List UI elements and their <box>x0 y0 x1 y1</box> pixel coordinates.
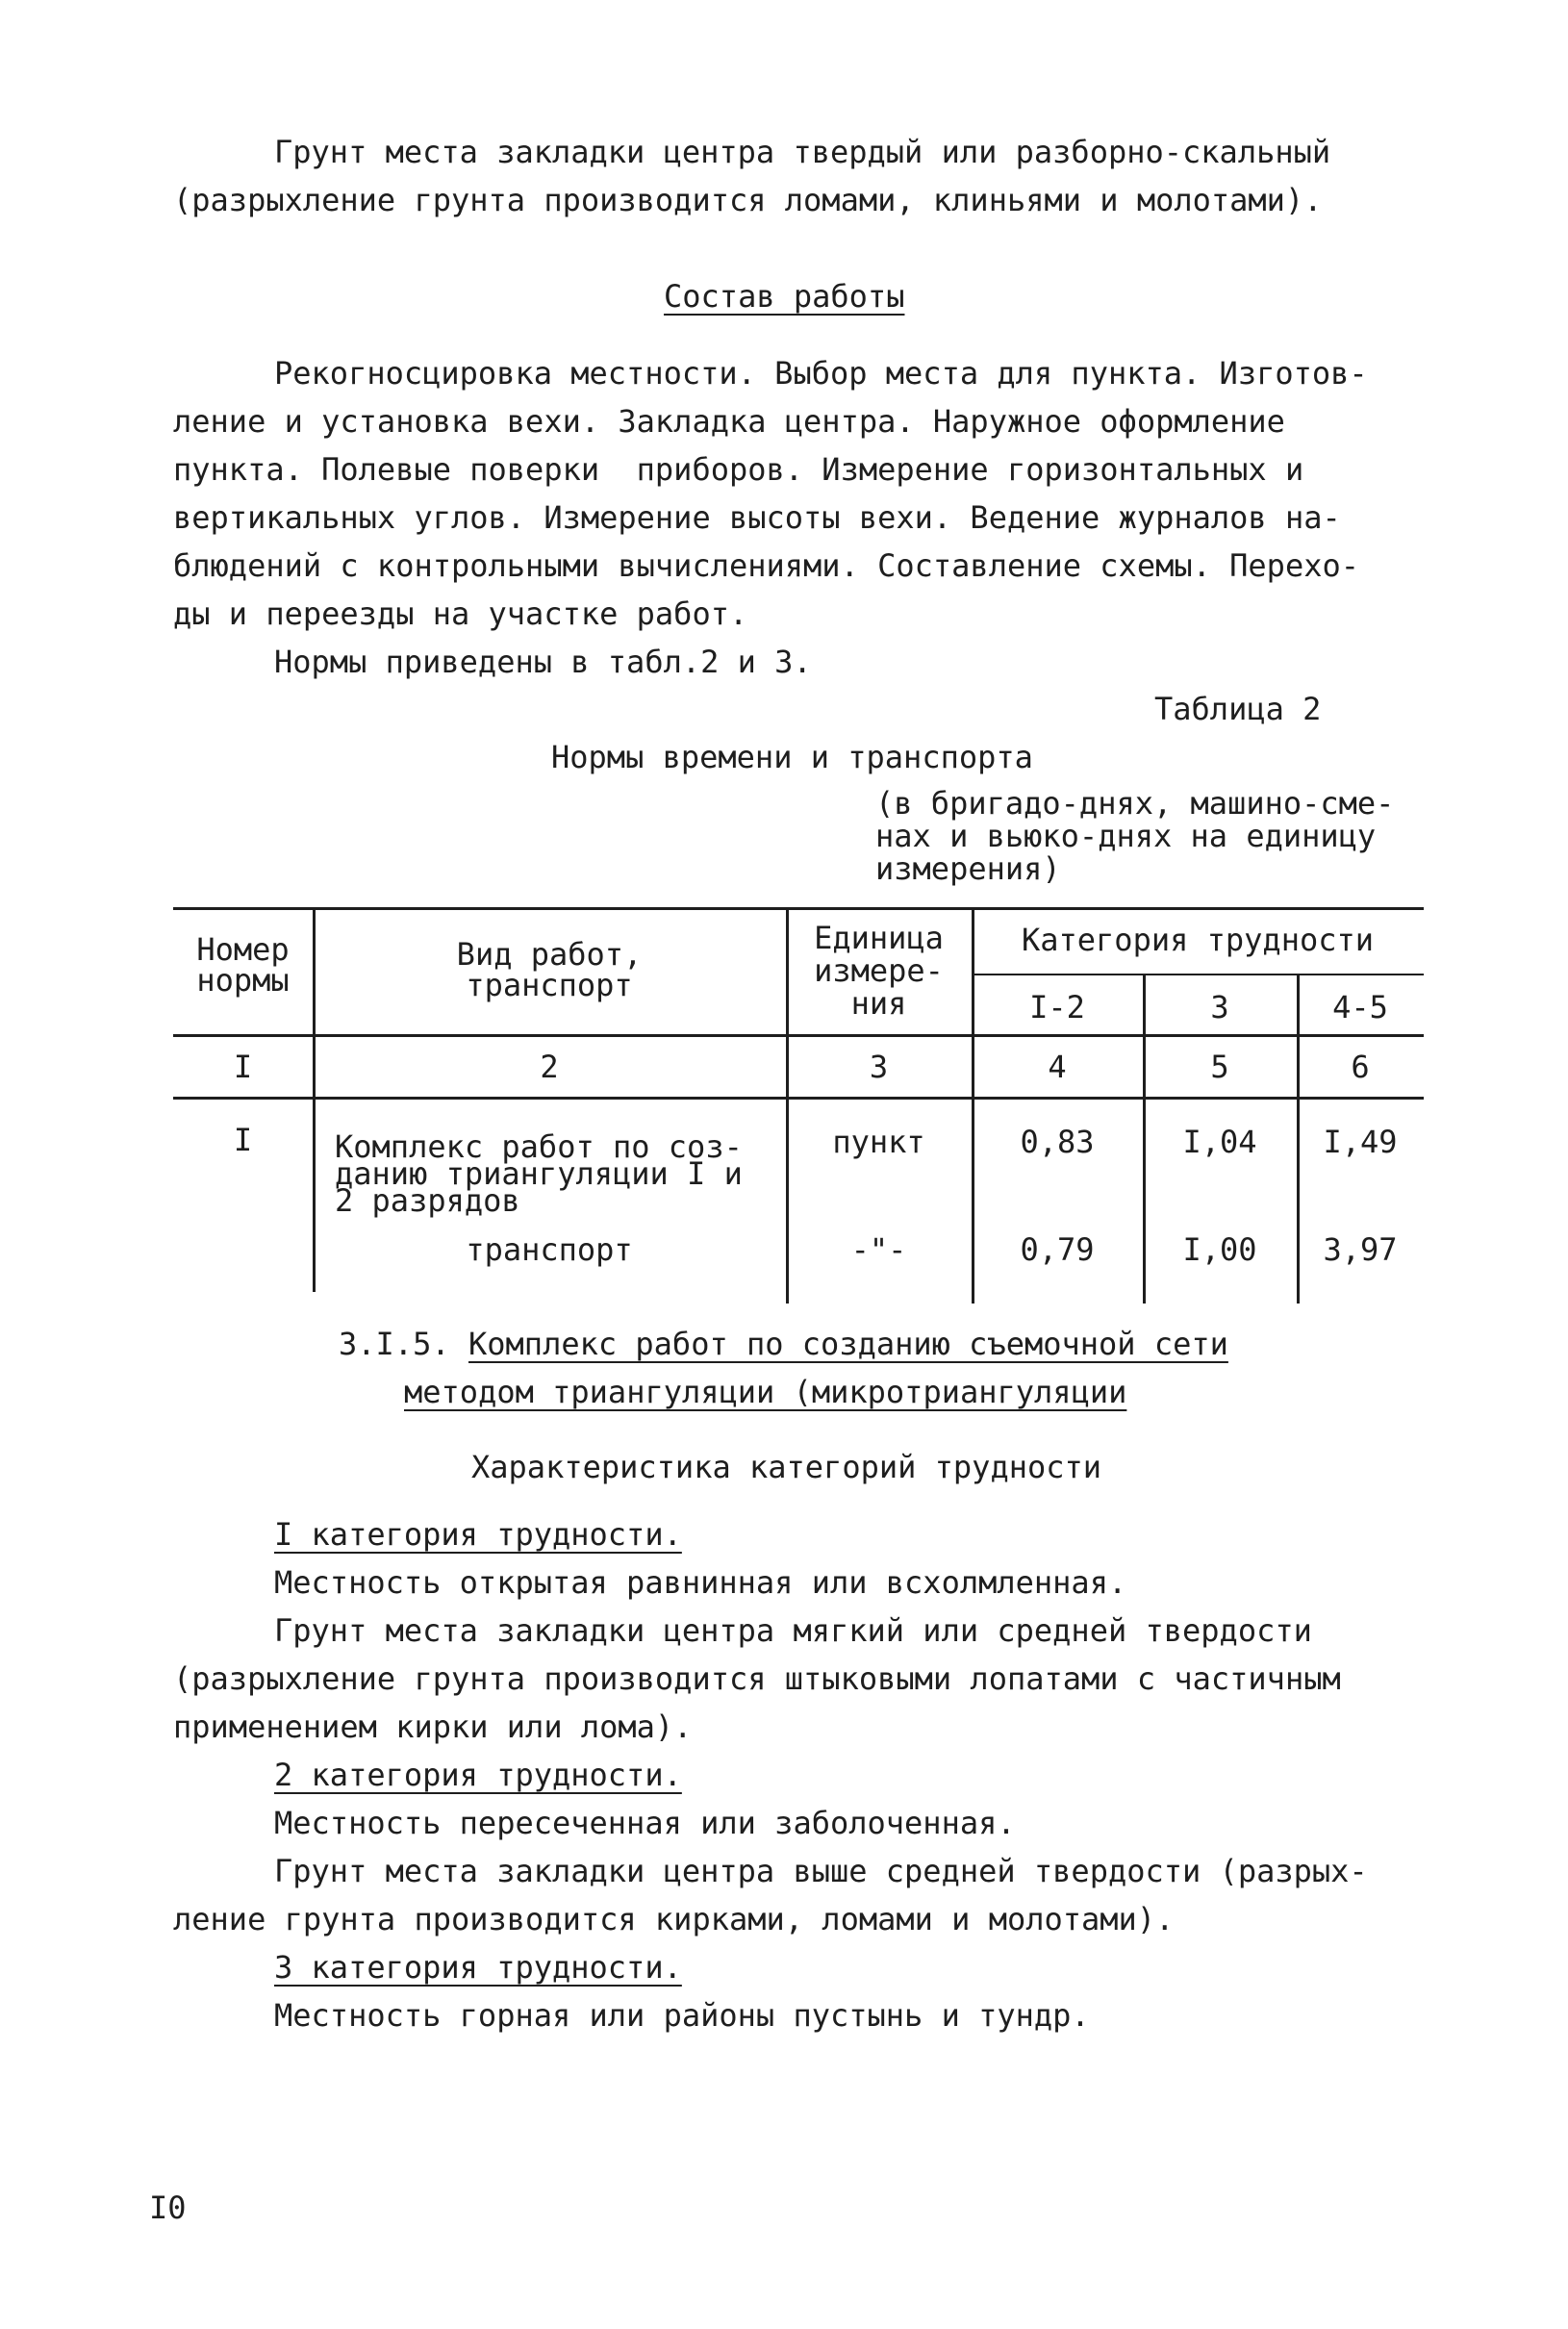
intro-line-2: (разрыхление грунта производится ломами, клиньями и молотами). <box>173 182 1323 218</box>
table-row-value: I,04 <box>1182 1124 1257 1160</box>
section-subheading: Характеристика категорий трудности <box>471 1449 1102 1485</box>
composition-line: пункта. Полевые поверки приборов. Измерение горизонтальных и <box>173 451 1304 488</box>
header-unit: измере- <box>814 952 944 989</box>
table-row-work: транспорт <box>466 1231 633 1268</box>
page-number: I0 <box>149 2190 187 2226</box>
section-number: 3.I.5. <box>339 1326 450 1362</box>
category-line: Грунт места закладки центра выше средней твердости (разрых- <box>274 1853 1368 1889</box>
composition-line: блюдений с контрольными вычислениями. Составление схемы. Перехо- <box>173 547 1359 584</box>
composition-line: ды и переезды на участке работ. <box>173 595 748 632</box>
table-title: Нормы времени и транспорта <box>551 739 1033 775</box>
table-row-work: 2 разрядов <box>335 1182 520 1219</box>
category-line: (разрыхление грунта производится штыковыми лопатами с частичным <box>173 1660 1341 1697</box>
col-number: 6 <box>1351 1049 1370 1085</box>
header-cat-col: I-2 <box>1029 989 1085 1025</box>
category-line: Местность открытая равнинная или всхолмленная. <box>274 1564 1127 1601</box>
table-row-value: I,00 <box>1182 1231 1257 1268</box>
header-unit: Единица <box>814 920 944 956</box>
category-title: I категория трудности. <box>274 1516 682 1553</box>
category-line: Местность горная или районы пустынь и тундр. <box>274 1997 1090 2034</box>
col-number: 2 <box>540 1049 559 1085</box>
table-row-unit: -"- <box>850 1231 907 1268</box>
norms-table <box>173 904 1424 1299</box>
table-label: Таблица 2 <box>1154 691 1322 727</box>
header-category: Категория трудности <box>1021 922 1375 958</box>
header-cat-col: 4-5 <box>1332 989 1388 1025</box>
table-row-value: 3,97 <box>1323 1231 1398 1268</box>
norms-reference: Нормы приведены в табл.2 и 3. <box>274 644 812 680</box>
category-title: 3 категория трудности. <box>274 1949 682 1986</box>
table-row-work: данию триангуляции I и <box>335 1155 743 1192</box>
table-row-work: Комплекс работ по соз- <box>335 1128 743 1165</box>
col-number: 4 <box>1048 1049 1067 1085</box>
table-row-value: I,49 <box>1323 1124 1398 1160</box>
category-line: применением кирки или лома). <box>173 1709 693 1745</box>
col-number: I <box>233 1049 253 1085</box>
category-line: Грунт места закладки центра мягкий или средней твердости <box>274 1612 1312 1649</box>
table-row-value: 0,83 <box>1020 1124 1095 1160</box>
composition-line: Рекогносцировка местности. Выбор места для пункта. Изготов- <box>274 355 1368 392</box>
category-line: ление грунта производится кирками, ломами и молотами). <box>173 1901 1175 1937</box>
header-work-type: транспорт <box>466 967 633 1003</box>
units-note-line: измерения) <box>875 850 1061 887</box>
section-title-line-2: методом триангуляции (микротриангуляции <box>404 1374 1127 1410</box>
table-row-unit: пункт <box>832 1124 925 1160</box>
section-title-line-1: Комплекс работ по созданию съемочной сети <box>468 1326 1228 1362</box>
header-unit: ния <box>850 985 907 1022</box>
table-row-value: 0,79 <box>1020 1231 1095 1268</box>
composition-heading: Состав работы <box>664 278 905 315</box>
header-norm-no: Номер <box>196 931 290 968</box>
intro-line-1: Грунт места закладки центра твердый или разборно-скальный <box>274 134 1331 170</box>
units-note-line: (в бригадо-днях, машино-сме- <box>875 785 1395 822</box>
header-work-type: Вид работ, <box>456 936 643 973</box>
table-row-norm: I <box>233 1122 253 1158</box>
composition-line: ление и установка вехи. Закладка центра. Наружное оформление <box>173 403 1285 440</box>
col-number: 5 <box>1210 1049 1229 1085</box>
header-norm-no: нормы <box>196 962 290 999</box>
col-number: 3 <box>869 1049 889 1085</box>
category-line: Местность пересеченная или заболоченная. <box>274 1805 1016 1841</box>
composition-line: вертикальных углов. Измерение высоты вехи. Ведение журналов на- <box>173 499 1341 536</box>
header-cat-col: 3 <box>1210 989 1229 1025</box>
units-note-line: нах и вьюко-днях на единицу <box>875 818 1377 854</box>
category-title: 2 категория трудности. <box>274 1757 682 1793</box>
